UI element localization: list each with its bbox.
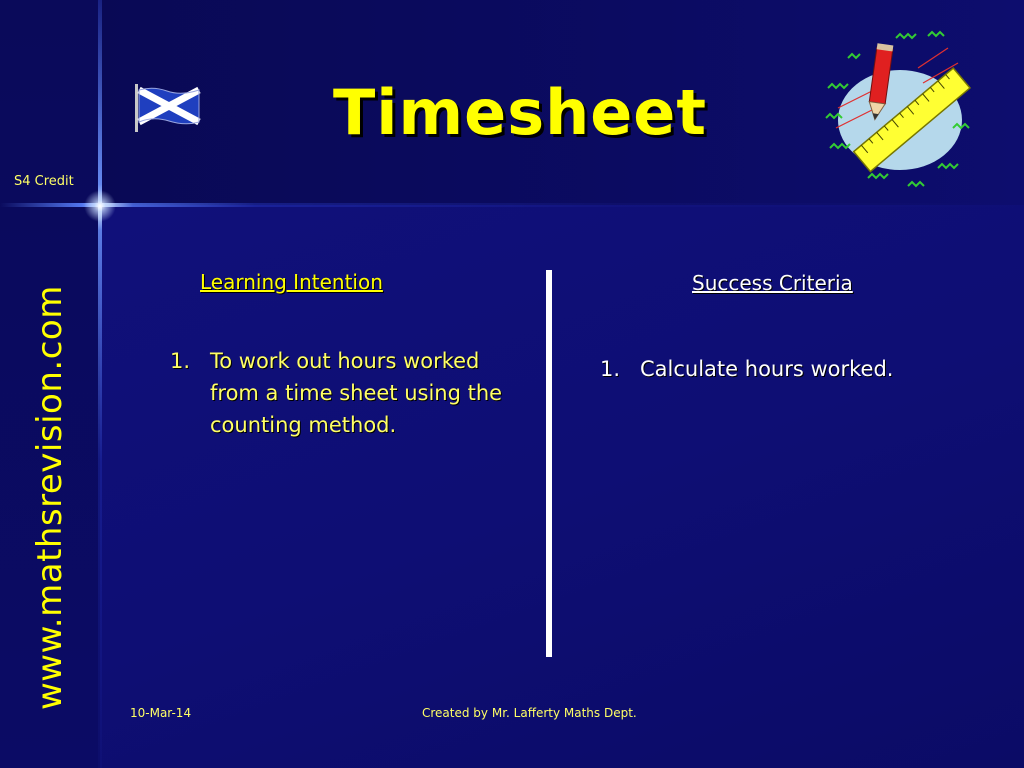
footer-credit: Created by Mr. Lafferty Maths Dept. xyxy=(422,706,637,720)
course-label: S4 Credit xyxy=(14,174,74,189)
horizontal-light-line xyxy=(0,203,1024,207)
light-flare xyxy=(84,190,116,222)
list-number: 1. xyxy=(600,357,621,381)
learning-intention-text: To work out hours worked from a time sheet using the counting method. xyxy=(210,349,503,437)
website-url: www.mathsrevision.com xyxy=(30,285,70,710)
scottish-flag-icon xyxy=(133,84,203,134)
list-number: 1. xyxy=(170,349,191,373)
slide-title: Timesheet xyxy=(333,76,707,149)
footer-date: 10-Mar-14 xyxy=(130,706,192,720)
pencil-ruler-clipart-icon xyxy=(808,28,983,198)
learning-intention-heading: Learning Intention xyxy=(200,270,383,294)
success-criteria-text: Calculate hours worked. xyxy=(640,357,894,381)
success-criteria-heading: Success Criteria xyxy=(692,271,853,295)
column-divider xyxy=(546,270,552,657)
vertical-light-line xyxy=(98,0,102,768)
